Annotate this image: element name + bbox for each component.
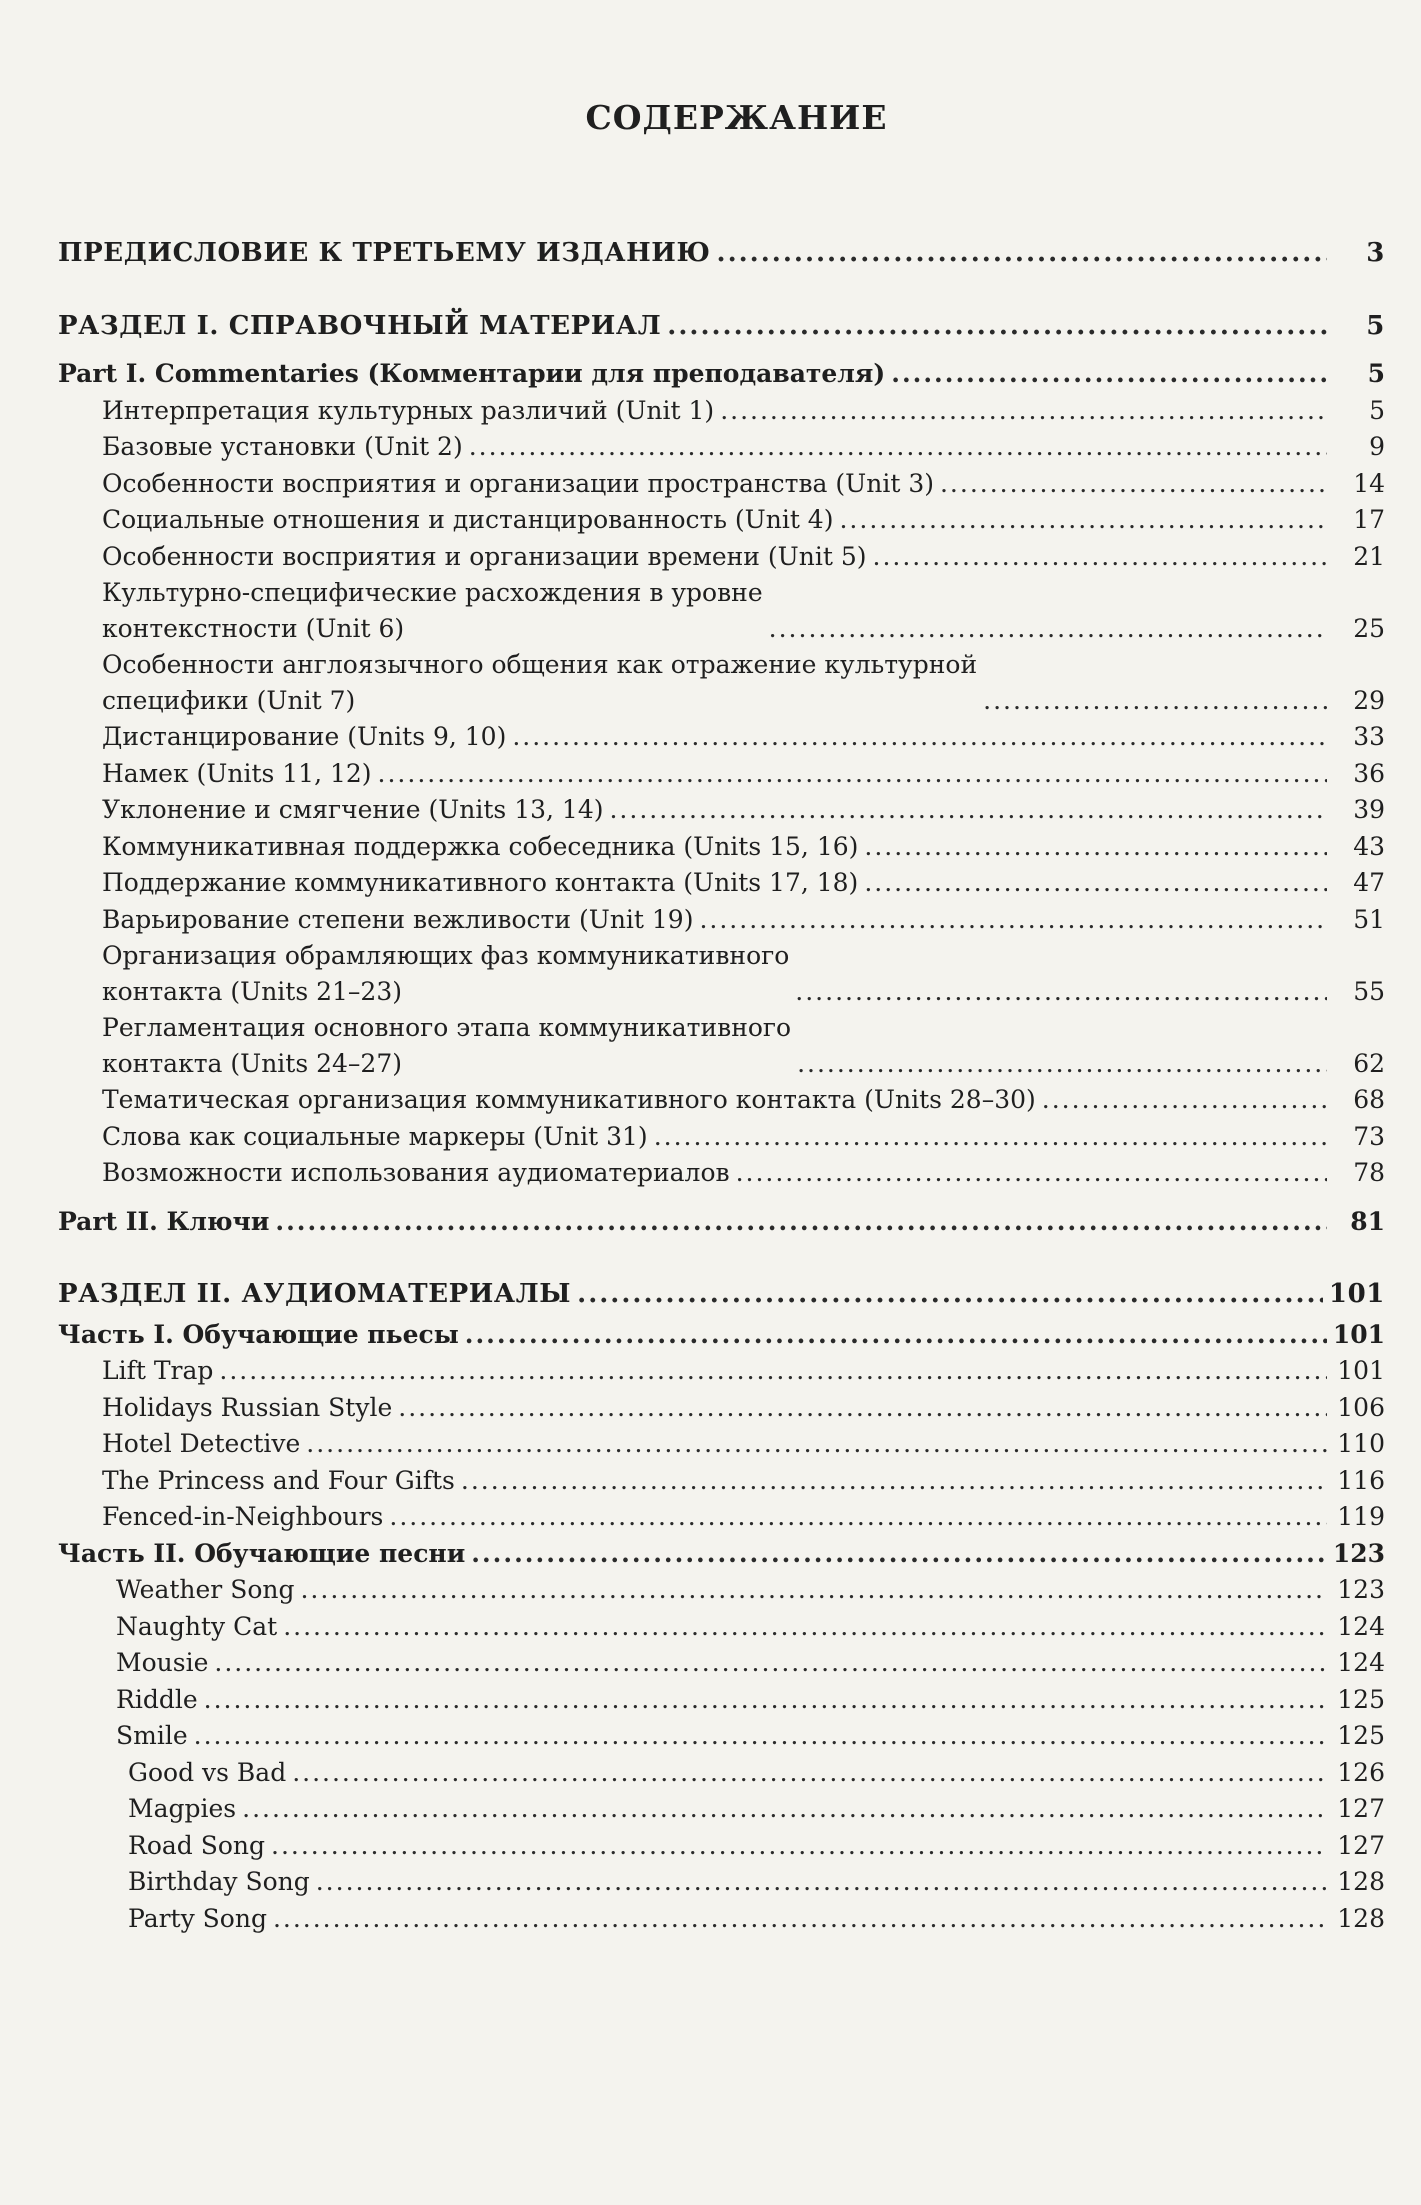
leader-dots <box>983 683 1327 720</box>
entry-label: Варьирование степени вежливости (Unit 19) <box>102 904 694 934</box>
page-number: 78 <box>1353 1158 1385 1187</box>
page-number: 5 <box>1369 395 1385 425</box>
entry-label: Особенности англоязычного общения как отражение культурной <box>102 650 978 679</box>
entry-label: ПРЕДИСЛОВИЕ К ТРЕТЬЕМУ ИЗДАНИЮ <box>58 238 711 268</box>
toc-entry <box>58 1645 1385 1682</box>
toc-entry-section-1 <box>58 308 1385 345</box>
entry-label-continued: специфики (Unit 7) <box>102 686 356 715</box>
entry-label: Part I. Commentaries (Комментарии для преподавателя) <box>58 359 886 388</box>
page-number: 128 <box>1337 1903 1385 1933</box>
leader-dots <box>471 1536 1327 1573</box>
entry-label: Fenced-in-Neighbours <box>102 1502 384 1531</box>
leader-dots <box>306 1426 1327 1463</box>
leader-dots <box>465 1317 1327 1354</box>
toc-entry <box>58 1609 1385 1646</box>
entry-label: Naughty Cat <box>116 1611 278 1641</box>
entry-label: Часть I. Обучающие пьесы <box>58 1319 459 1349</box>
toc-entry <box>58 1155 1385 1192</box>
entry-label-continued: контакта (Units 21–23) <box>102 977 402 1006</box>
page-number: 119 <box>1337 1502 1385 1531</box>
entry-label: Дистанцирование (Units 9, 10) <box>102 722 507 751</box>
leader-dots <box>873 539 1328 576</box>
entry-label: Weather Song <box>116 1575 295 1604</box>
entry-label: Mousie <box>116 1648 209 1677</box>
page-number: 101 <box>1337 1356 1385 1385</box>
leader-dots <box>398 1390 1327 1427</box>
entry-label: Регламентация основного этапа коммуникативного <box>102 1013 792 1042</box>
leader-dots <box>795 974 1327 1011</box>
page-number: 5 <box>1367 359 1385 388</box>
leader-dots <box>940 466 1327 503</box>
toc-entry <box>58 393 1385 430</box>
leader-dots <box>699 902 1327 939</box>
toc-entry <box>58 865 1385 902</box>
toc-entry-chapter-2 <box>58 1536 1385 1573</box>
page-number: 124 <box>1337 1611 1385 1641</box>
entry-label: Тематическая организация коммуникативного контакта (Units 28–30) <box>102 1085 1036 1114</box>
page-number: 5 <box>1366 310 1385 341</box>
toc-entry <box>58 647 1385 719</box>
entry-label: Организация обрамляющих фаз коммуникативного <box>102 941 790 970</box>
entry-label: Party Song <box>128 1903 267 1933</box>
entry-label: Magpies <box>128 1794 237 1823</box>
page-number: 68 <box>1353 1085 1385 1114</box>
entry-label: Riddle <box>116 1684 198 1714</box>
toc-entry <box>58 1864 1385 1901</box>
leader-dots <box>283 1609 1327 1646</box>
toc-entry <box>58 575 1385 647</box>
leader-dots <box>271 1828 1327 1865</box>
page-number: 106 <box>1337 1392 1385 1422</box>
leader-dots <box>469 429 1327 466</box>
page-title: СОДЕРЖАНИЕ <box>585 98 888 137</box>
entry-label: Road Song <box>128 1830 266 1860</box>
toc-entry <box>58 829 1385 866</box>
leader-dots <box>736 1155 1327 1192</box>
toc-entry <box>58 429 1385 466</box>
page-number: 29 <box>1353 685 1385 715</box>
toc-entry <box>58 1119 1385 1156</box>
leader-dots <box>273 1901 1327 1938</box>
entry-label: Социальные отношения и дистанцированность (Unit 4) <box>102 505 834 534</box>
page-number: 33 <box>1353 722 1385 751</box>
toc-entry <box>58 502 1385 539</box>
toc-entry <box>58 719 1385 756</box>
page-number: 101 <box>1332 1319 1385 1349</box>
page-number: 128 <box>1337 1867 1385 1896</box>
entry-label: Особенности восприятия и организации времени (Unit 5) <box>102 541 867 571</box>
page-number: 126 <box>1337 1757 1385 1787</box>
leader-dots <box>292 1755 1327 1792</box>
toc-entry-part-2 <box>58 1204 1385 1241</box>
entry-label: Базовые установки (Unit 2) <box>102 432 463 461</box>
page-number: 39 <box>1353 795 1385 824</box>
table-of-contents <box>58 235 1385 1937</box>
page-number: 25 <box>1353 613 1385 643</box>
leader-dots <box>275 1204 1327 1241</box>
entry-label: Коммуникативная поддержка собеседника (Units 15, 16) <box>102 831 859 861</box>
entry-label: Уклонение и смягчение (Units 13, 14) <box>102 795 604 824</box>
leader-dots <box>300 1572 1327 1609</box>
leader-dots <box>609 792 1327 829</box>
page-number: 81 <box>1350 1206 1385 1236</box>
toc-entry <box>58 1791 1385 1828</box>
toc-entry <box>58 1572 1385 1609</box>
entry-label: РАЗДЕЛ II. АУДИОМАТЕРИАЛЫ <box>58 1279 572 1309</box>
entry-label: Культурно-специфические расхождения в уровне <box>102 578 763 607</box>
leader-dots <box>839 502 1327 539</box>
page-number: 17 <box>1353 505 1385 534</box>
leader-dots <box>242 1791 1327 1828</box>
toc-entry <box>58 938 1385 1010</box>
leader-dots <box>720 393 1327 430</box>
leader-dots <box>769 611 1327 648</box>
entry-label: Часть II. Обучающие песни <box>58 1538 466 1568</box>
entry-label: Интерпретация культурных различий (Unit 1) <box>102 395 715 425</box>
page-number: 55 <box>1353 976 1385 1006</box>
page-number: 43 <box>1353 831 1385 861</box>
toc-entry <box>58 1390 1385 1427</box>
leader-dots <box>717 235 1327 272</box>
page-number: 36 <box>1353 758 1385 788</box>
toc-entry <box>58 1755 1385 1792</box>
leader-dots <box>214 1645 1327 1682</box>
toc-entry-chapter-1 <box>58 1317 1385 1354</box>
entry-label: Part II. Ключи <box>58 1206 270 1236</box>
toc-entry <box>58 1010 1385 1082</box>
toc-entry <box>58 1828 1385 1865</box>
leader-dots <box>389 1499 1327 1536</box>
leader-dots <box>204 1682 1327 1719</box>
leader-dots <box>512 719 1327 756</box>
toc-entry <box>58 1682 1385 1719</box>
toc-entry <box>58 1426 1385 1463</box>
toc-entry-preface <box>58 235 1385 272</box>
page-number: 14 <box>1353 468 1385 498</box>
page-number: 123 <box>1337 1575 1385 1604</box>
entry-label: Поддержание коммуникативного контакта (Units 17, 18) <box>102 868 859 897</box>
page-number: 47 <box>1353 868 1385 897</box>
page-number: 101 <box>1328 1279 1385 1309</box>
leader-dots <box>219 1353 1327 1390</box>
entry-label: РАЗДЕЛ I. СПРАВОЧНЫЙ МАТЕРИАЛ <box>58 310 662 341</box>
leader-dots <box>797 1046 1327 1083</box>
entry-label: Smile <box>116 1721 188 1750</box>
toc-entry-part-1 <box>58 356 1385 393</box>
leader-dots <box>194 1718 1327 1755</box>
entry-label: Особенности восприятия и организации пространства (Unit 3) <box>102 468 934 498</box>
leader-dots <box>577 1276 1323 1313</box>
entry-label-continued: контекстности (Unit 6) <box>102 614 405 643</box>
entry-label: Good vs Bad <box>128 1757 287 1787</box>
page-number: 9 <box>1369 432 1385 461</box>
toc-entry <box>58 1082 1385 1119</box>
page-number: 21 <box>1353 541 1385 571</box>
entry-label: Возможности использования аудиоматериалов <box>102 1158 730 1187</box>
entry-label: Слова как социальные маркеры (Unit 31) <box>102 1121 648 1151</box>
page-number: 123 <box>1332 1538 1385 1568</box>
toc-entry <box>58 539 1385 576</box>
page-number: 73 <box>1353 1121 1385 1151</box>
entry-label: Намек (Units 11, 12) <box>102 758 372 788</box>
toc-entry-section-2 <box>58 1276 1385 1313</box>
page-number: 125 <box>1337 1684 1385 1714</box>
leader-dots <box>654 1119 1327 1156</box>
entry-label: Holidays Russian Style <box>102 1392 393 1422</box>
toc-entry <box>58 1718 1385 1755</box>
toc-entry <box>58 792 1385 829</box>
entry-label: Hotel Detective <box>102 1429 301 1458</box>
page-number: 124 <box>1337 1648 1385 1677</box>
toc-entry <box>58 1499 1385 1536</box>
toc-entry <box>58 1901 1385 1938</box>
entry-label: Lift Trap <box>102 1356 214 1385</box>
page-number: 127 <box>1337 1830 1385 1860</box>
toc-entry <box>58 466 1385 503</box>
leader-dots <box>378 756 1327 793</box>
leader-dots <box>864 829 1327 866</box>
entry-label: Birthday Song <box>128 1867 310 1896</box>
page-number: 62 <box>1353 1048 1385 1078</box>
page-number: 127 <box>1337 1794 1385 1823</box>
page-number: 116 <box>1337 1465 1385 1495</box>
leader-dots <box>461 1463 1327 1500</box>
page-number: 3 <box>1366 238 1385 268</box>
toc-entry <box>58 1463 1385 1500</box>
leader-dots <box>1042 1082 1327 1119</box>
page-number: 125 <box>1337 1721 1385 1750</box>
leader-dots <box>316 1864 1327 1901</box>
toc-entry <box>58 756 1385 793</box>
entry-label: The Princess and Four Gifts <box>102 1465 455 1495</box>
entry-label-continued: контакта (Units 24–27) <box>102 1049 402 1078</box>
leader-dots <box>667 308 1327 345</box>
toc-entry <box>58 902 1385 939</box>
page-number: 51 <box>1353 904 1385 934</box>
toc-entry <box>58 1353 1385 1390</box>
page-number: 110 <box>1337 1429 1385 1458</box>
leader-dots <box>891 356 1327 393</box>
leader-dots <box>864 865 1327 902</box>
